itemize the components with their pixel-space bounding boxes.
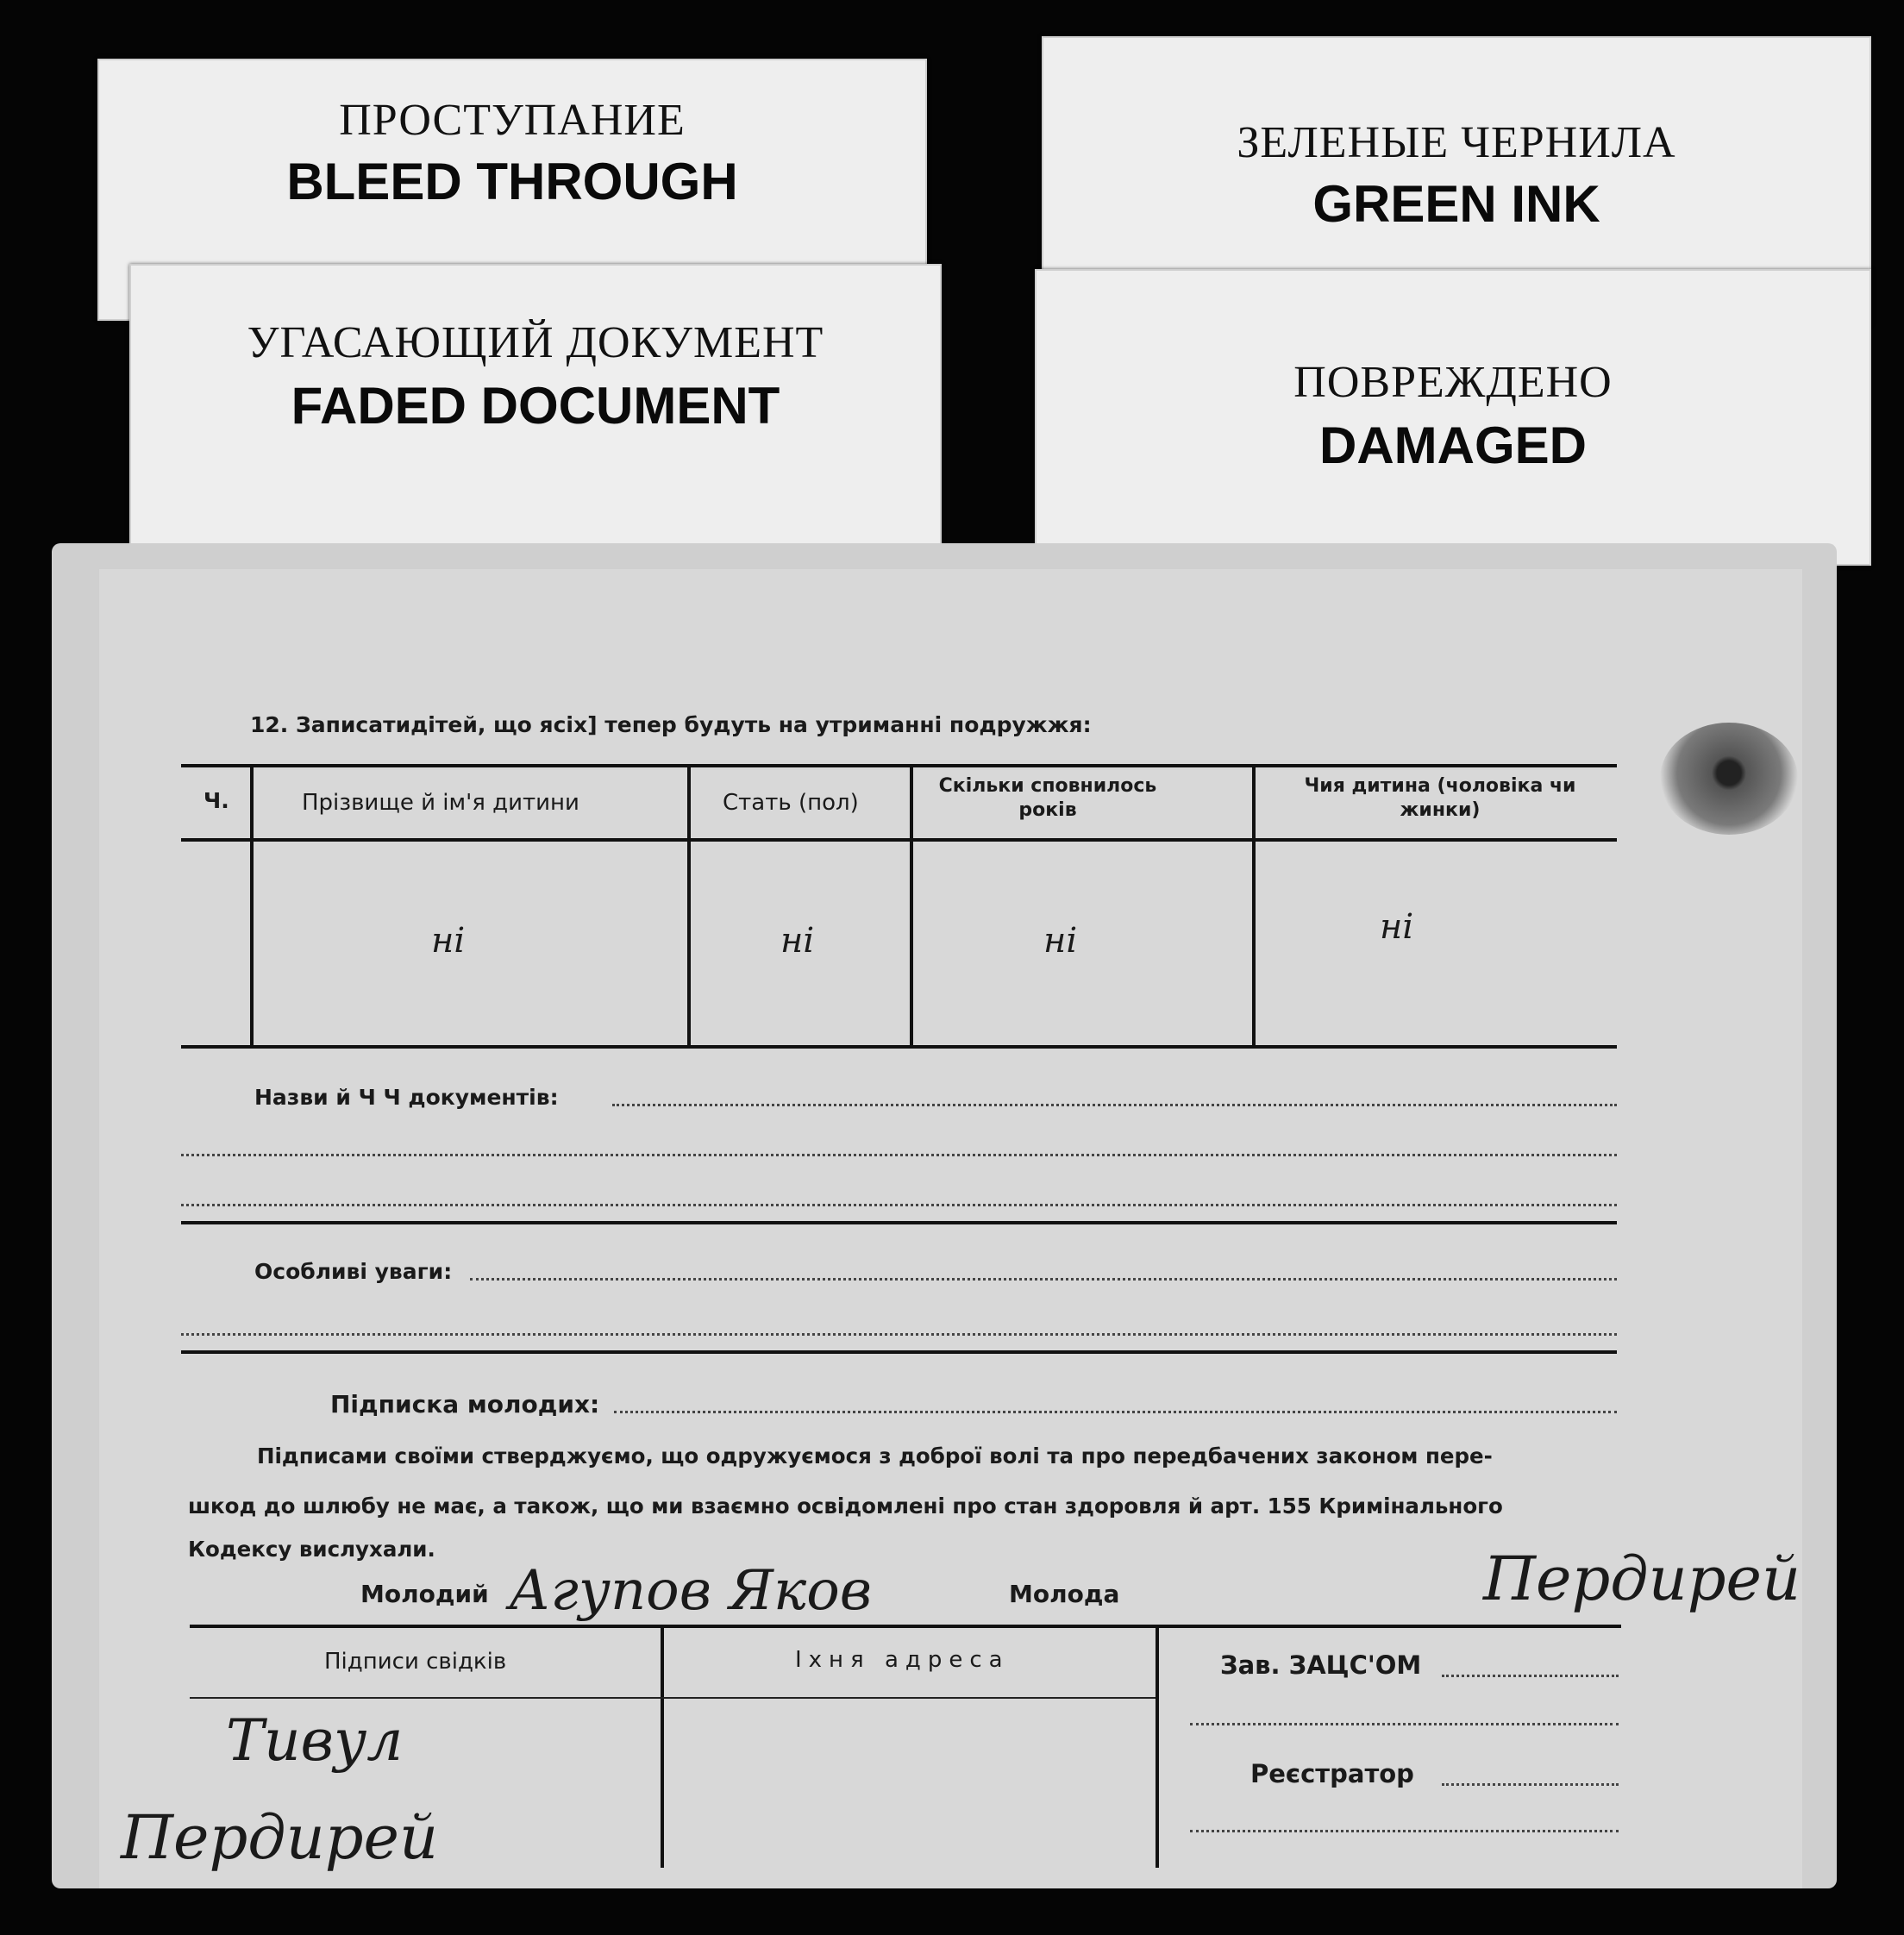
witness-col-line-2 (1156, 1626, 1159, 1868)
witness-col-line-1 (661, 1626, 664, 1868)
registrar-line-1 (1442, 1783, 1619, 1786)
col-header-sex: Стать (пол) (723, 790, 859, 816)
special-notes-label: Особливі уваги: (254, 1259, 453, 1284)
documents-label: Назви й Ч Ч документів: (254, 1085, 559, 1110)
bleed-through-ru: ПРОСТУПАНИЕ (339, 96, 686, 145)
faded-document-ru: УГАСАЮЩИЙ ДОКУМЕНТ (247, 318, 824, 367)
label-card-faded-document (129, 264, 942, 560)
witness-top-rule (190, 1625, 1621, 1628)
cell-whose-nil: ні (1380, 907, 1414, 947)
documents-line-3 (181, 1204, 1617, 1206)
notes-bottom-rule (181, 1350, 1617, 1354)
green-ink-en: GREEN INK (1312, 175, 1600, 233)
table-header-rule (181, 838, 1617, 842)
special-notes-line-2 (181, 1333, 1617, 1336)
witness-signature-2: Пердирей (121, 1802, 439, 1873)
table-col-line-3 (910, 766, 913, 1046)
zags-head-label: Зав. ЗАЦС'ОМ (1220, 1650, 1422, 1680)
statement-line-3: Кодексу вислухали. (188, 1537, 435, 1562)
statement-line-2: шкод до шлюбу не має, а також, що ми взаємно освідомлені про стан здоровля й арт. 155 Кримінального (188, 1494, 1503, 1519)
zags-head-line-2 (1190, 1723, 1619, 1725)
newlyweds-signoff-label: Підписка молодих: (330, 1390, 600, 1418)
table-top-rule (181, 764, 1617, 767)
table-col-line-4 (1252, 766, 1256, 1046)
label-card-damaged (1035, 269, 1871, 566)
cell-name-nil: ні (431, 921, 466, 961)
damaged-ru: ПОВРЕЖДЕНО (1293, 358, 1613, 407)
bride-signature: Пердирей (1483, 1544, 1801, 1614)
special-notes-line-1 (470, 1278, 1617, 1281)
damaged-en: DAMAGED (1319, 416, 1587, 474)
statement-line-1: Підписами своїми стверджуємо, що одружуємося з доброї волі та про передбачених законом пере- (257, 1443, 1493, 1468)
faded-document-en: FADED DOCUMENT (291, 377, 780, 435)
documents-line-2 (181, 1154, 1617, 1156)
witness-header-rule (190, 1697, 1156, 1699)
witness-address-header: Іхня адреса (795, 1647, 1010, 1673)
col-header-whose-child: Чия дитина (чоловіка чи жинки) (1304, 775, 1576, 821)
col-header-child-name: Прізвище й ім'я дитини (302, 790, 579, 816)
table-col-line-2 (687, 766, 691, 1046)
bleed-through-en: BLEED THROUGH (286, 153, 738, 210)
section-12-title: 12. Записатидітей, що ясіх] тепер будуть на утриманні подружжя: (250, 712, 1092, 737)
green-ink-ru: ЗЕЛЕНЫЕ ЧЕРНИЛА (1237, 118, 1676, 167)
table-col-line-1 (250, 766, 254, 1046)
documents-bottom-rule (181, 1221, 1617, 1224)
registrar-label: Реєстратор (1250, 1759, 1414, 1788)
cell-sex-nil: ні (780, 921, 815, 961)
col-header-number: Ч. (204, 788, 229, 813)
col-header-age: Скільки сповнилось років (938, 775, 1157, 821)
registrar-line-2 (1190, 1830, 1619, 1832)
ink-blot-damage (1660, 723, 1798, 835)
signoff-line (614, 1411, 1617, 1413)
witness-signature-1: Тивул (226, 1707, 404, 1774)
table-bottom-rule (181, 1045, 1617, 1049)
zags-head-line-1 (1442, 1675, 1619, 1677)
cell-age-nil: ні (1043, 921, 1078, 961)
witness-signatures-header: Підписи свідків (324, 1649, 507, 1675)
bride-label: Молода (1009, 1580, 1120, 1608)
documents-line-1 (612, 1104, 1617, 1106)
groom-label: Молодий (360, 1580, 489, 1608)
groom-signature: Агупов Яков (509, 1559, 872, 1623)
